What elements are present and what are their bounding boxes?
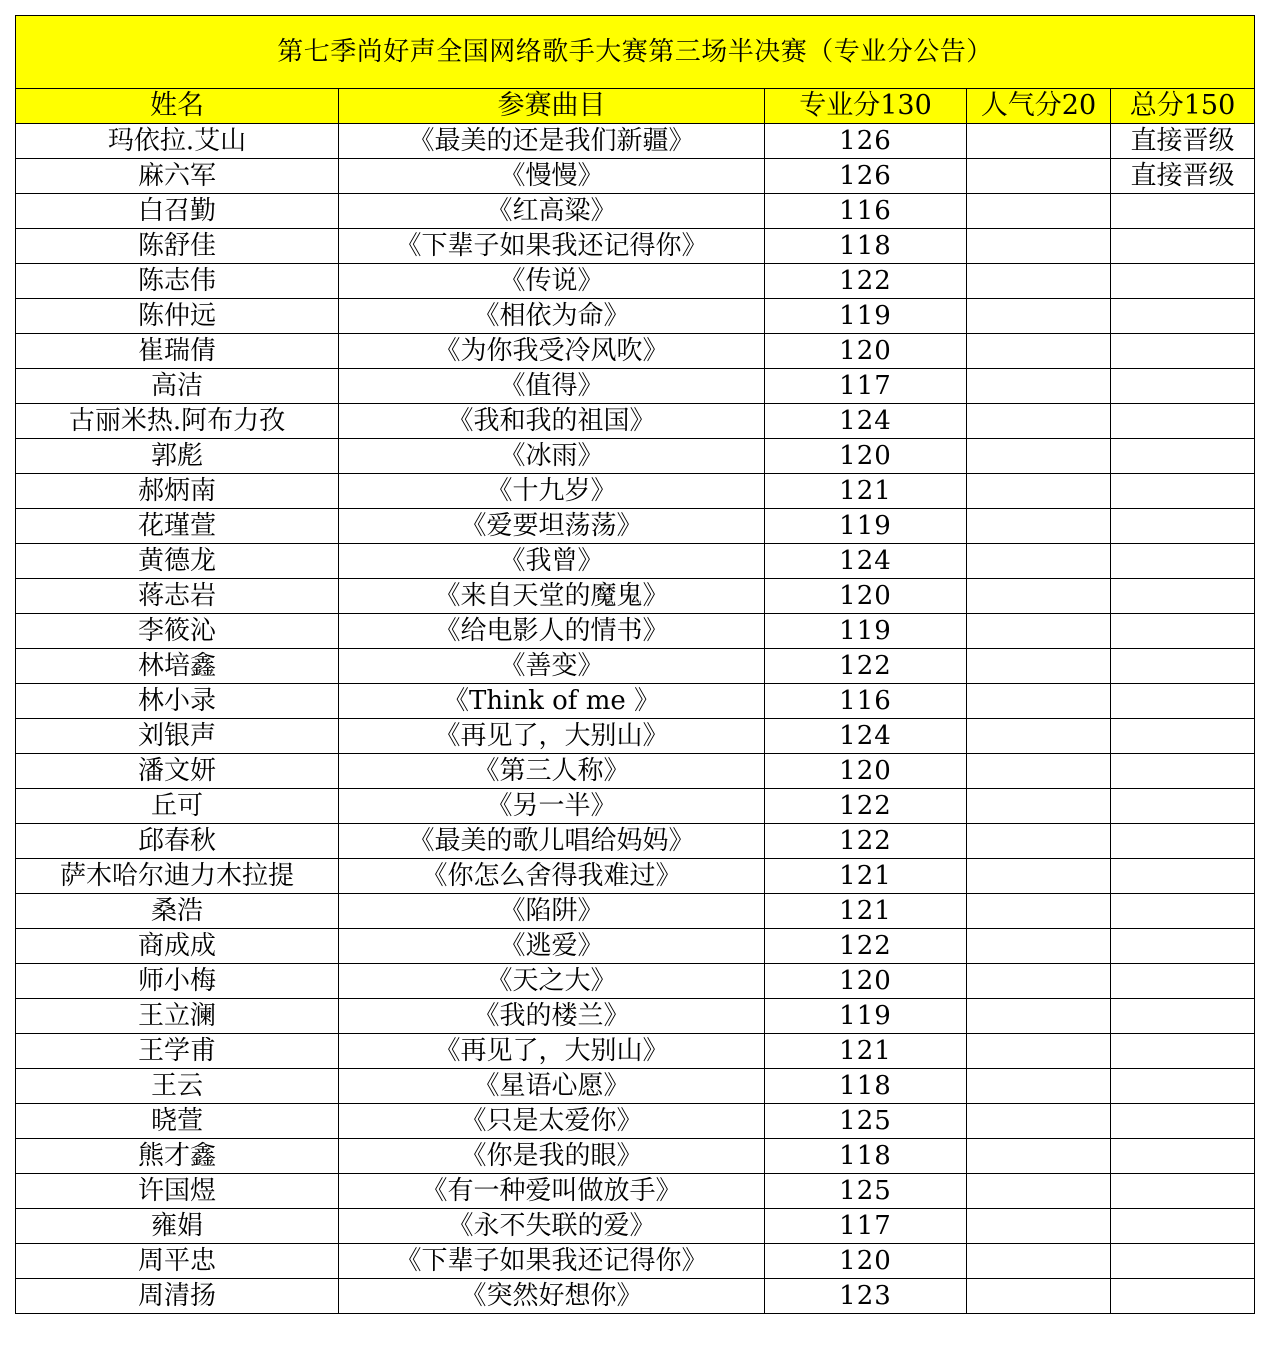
table-row xyxy=(16,719,1255,754)
cell-song[interactable]: 《爱要坦荡荡》 xyxy=(339,509,765,544)
cell-pop-score[interactable] xyxy=(967,999,1111,1034)
cell-name[interactable]: 丘可 xyxy=(16,789,339,824)
cell-total[interactable] xyxy=(1111,194,1255,229)
table-row xyxy=(16,579,1255,614)
cell-name[interactable]: 林小录 xyxy=(16,684,339,719)
header-song[interactable]: 参赛曲目 xyxy=(339,89,765,124)
cell-pro-score[interactable]: 122 xyxy=(765,824,967,859)
table-row xyxy=(16,1069,1255,1104)
table-row xyxy=(16,614,1255,649)
cell-pro-score[interactable]: 124 xyxy=(765,719,967,754)
cell-pop-score[interactable] xyxy=(967,859,1111,894)
table-row xyxy=(16,474,1255,509)
cell-pro-score[interactable]: 119 xyxy=(765,999,967,1034)
cell-pop-score[interactable] xyxy=(967,159,1111,194)
cell-total[interactable] xyxy=(1111,649,1255,684)
header-pro-score[interactable]: 专业分130 xyxy=(765,89,967,124)
cell-song[interactable]: 《给电影人的情书》 xyxy=(339,614,765,649)
cell-pro-score[interactable]: 123 xyxy=(765,1279,967,1314)
cell-pro-score[interactable]: 116 xyxy=(765,194,967,229)
cell-total[interactable]: 直接晋级 xyxy=(1111,159,1255,194)
cell-name[interactable]: 崔瑞倩 xyxy=(16,334,339,369)
cell-total[interactable] xyxy=(1111,859,1255,894)
cell-pro-score[interactable]: 116 xyxy=(765,684,967,719)
cell-pop-score[interactable] xyxy=(967,824,1111,859)
header-total-score[interactable]: 总分150 xyxy=(1111,89,1255,124)
cell-pop-score[interactable] xyxy=(967,229,1111,264)
cell-song[interactable]: 《你怎么舍得我难过》 xyxy=(339,859,765,894)
table-row xyxy=(16,1174,1255,1209)
cell-song[interactable]: 《最美的歌儿唱给妈妈》 xyxy=(339,824,765,859)
cell-song[interactable]: 《另一半》 xyxy=(339,789,765,824)
header-name[interactable]: 姓名 xyxy=(16,89,339,124)
cell-song[interactable]: 《你是我的眼》 xyxy=(339,1139,765,1174)
cell-pro-score[interactable]: 124 xyxy=(765,404,967,439)
cell-total[interactable] xyxy=(1111,474,1255,509)
cell-name[interactable]: 李筱沁 xyxy=(16,614,339,649)
cell-pro-score[interactable]: 120 xyxy=(765,964,967,999)
cell-song[interactable]: 《我曾》 xyxy=(339,544,765,579)
cell-total[interactable] xyxy=(1111,894,1255,929)
cell-song[interactable]: 《只是太爱你》 xyxy=(339,1104,765,1139)
cell-pop-score[interactable] xyxy=(967,789,1111,824)
table-row xyxy=(16,824,1255,859)
cell-song[interactable]: 《再见了，大别山》 xyxy=(339,1034,765,1069)
cell-song[interactable]: 《天之大》 xyxy=(339,964,765,999)
cell-pop-score[interactable] xyxy=(967,1104,1111,1139)
cell-pro-score[interactable]: 126 xyxy=(765,159,967,194)
cell-pro-score[interactable]: 120 xyxy=(765,1244,967,1279)
cell-total[interactable] xyxy=(1111,929,1255,964)
cell-pop-score[interactable] xyxy=(967,544,1111,579)
cell-total[interactable] xyxy=(1111,614,1255,649)
cell-song[interactable]: 《冰雨》 xyxy=(339,439,765,474)
table-row xyxy=(16,684,1255,719)
table-row xyxy=(16,1139,1255,1174)
cell-name[interactable]: 玛依拉.艾山 xyxy=(16,124,339,159)
table-row xyxy=(16,229,1255,264)
cell-pro-score[interactable]: 120 xyxy=(765,334,967,369)
cell-pop-score[interactable] xyxy=(967,124,1111,159)
cell-name[interactable]: 高洁 xyxy=(16,369,339,404)
cell-song[interactable]: 《传说》 xyxy=(339,264,765,299)
cell-total[interactable]: 直接晋级 xyxy=(1111,124,1255,159)
cell-pop-score[interactable] xyxy=(967,264,1111,299)
cell-name[interactable]: 陈仲远 xyxy=(16,299,339,334)
cell-pro-score[interactable]: 121 xyxy=(765,859,967,894)
table-row xyxy=(16,509,1255,544)
cell-name[interactable]: 王云 xyxy=(16,1069,339,1104)
cell-pro-score[interactable]: 122 xyxy=(765,929,967,964)
cell-song[interactable]: 《Think of me 》 xyxy=(339,684,765,719)
table-row xyxy=(16,299,1255,334)
header-pop-score[interactable]: 人气分20 xyxy=(967,89,1111,124)
table-row xyxy=(16,544,1255,579)
table-row xyxy=(16,1034,1255,1069)
cell-song[interactable]: 《我的楼兰》 xyxy=(339,999,765,1034)
cell-pop-score[interactable] xyxy=(967,754,1111,789)
cell-total[interactable] xyxy=(1111,369,1255,404)
cell-song[interactable]: 《慢慢》 xyxy=(339,159,765,194)
cell-name[interactable]: 白召勤 xyxy=(16,194,339,229)
cell-pop-score[interactable] xyxy=(967,1279,1111,1314)
cell-total[interactable] xyxy=(1111,579,1255,614)
cell-song[interactable]: 《第三人称》 xyxy=(339,754,765,789)
cell-song[interactable]: 《相依为命》 xyxy=(339,299,765,334)
cell-pop-score[interactable] xyxy=(967,1034,1111,1069)
table-row xyxy=(16,1279,1255,1314)
cell-name[interactable]: 黄德龙 xyxy=(16,544,339,579)
cell-total[interactable] xyxy=(1111,334,1255,369)
cell-song[interactable]: 《来自天堂的魔鬼》 xyxy=(339,579,765,614)
cell-name[interactable]: 麻六军 xyxy=(16,159,339,194)
cell-total[interactable] xyxy=(1111,264,1255,299)
cell-pop-score[interactable] xyxy=(967,684,1111,719)
table-row xyxy=(16,894,1255,929)
cell-total[interactable] xyxy=(1111,824,1255,859)
table-row xyxy=(16,334,1255,369)
table-row xyxy=(16,649,1255,684)
table-row xyxy=(16,1209,1255,1244)
cell-song[interactable]: 《下辈子如果我还记得你》 xyxy=(339,1244,765,1279)
cell-name[interactable]: 郝炳南 xyxy=(16,474,339,509)
cell-total[interactable] xyxy=(1111,229,1255,264)
cell-song[interactable]: 《为你我受冷风吹》 xyxy=(339,334,765,369)
title-row xyxy=(16,16,1255,89)
cell-name[interactable]: 雍娟 xyxy=(16,1209,339,1244)
cell-song[interactable]: 《逃爱》 xyxy=(339,929,765,964)
cell-total[interactable] xyxy=(1111,999,1255,1034)
cell-pro-score[interactable]: 126 xyxy=(765,124,967,159)
cell-pop-score[interactable] xyxy=(967,334,1111,369)
cell-pop-score[interactable] xyxy=(967,1174,1111,1209)
cell-total[interactable] xyxy=(1111,789,1255,824)
cell-pop-score[interactable] xyxy=(967,299,1111,334)
cell-name[interactable]: 晓萱 xyxy=(16,1104,339,1139)
cell-pro-score[interactable]: 122 xyxy=(765,264,967,299)
cell-pro-score[interactable]: 118 xyxy=(765,1069,967,1104)
table-row xyxy=(16,159,1255,194)
cell-pro-score[interactable]: 118 xyxy=(765,229,967,264)
cell-name[interactable]: 师小梅 xyxy=(16,964,339,999)
cell-pop-score[interactable] xyxy=(967,404,1111,439)
cell-song[interactable]: 《下辈子如果我还记得你》 xyxy=(339,229,765,264)
table-row xyxy=(16,859,1255,894)
cell-name[interactable]: 许国煜 xyxy=(16,1174,339,1209)
cell-total[interactable] xyxy=(1111,439,1255,474)
cell-name[interactable]: 陈舒佳 xyxy=(16,229,339,264)
cell-pop-score[interactable] xyxy=(967,1139,1111,1174)
cell-pro-score[interactable]: 124 xyxy=(765,544,967,579)
table-row xyxy=(16,754,1255,789)
cell-pop-score[interactable] xyxy=(967,509,1111,544)
cell-total[interactable] xyxy=(1111,1279,1255,1314)
cell-pop-score[interactable] xyxy=(967,894,1111,929)
cell-name[interactable]: 周平忠 xyxy=(16,1244,339,1279)
cell-total[interactable] xyxy=(1111,964,1255,999)
table-row xyxy=(16,999,1255,1034)
cell-pop-score[interactable] xyxy=(967,964,1111,999)
cell-name[interactable]: 邱春秋 xyxy=(16,824,339,859)
table-row xyxy=(16,1104,1255,1139)
cell-pop-score[interactable] xyxy=(967,194,1111,229)
cell-pop-score[interactable] xyxy=(967,439,1111,474)
cell-name[interactable]: 陈志伟 xyxy=(16,264,339,299)
cell-pro-score[interactable]: 122 xyxy=(765,789,967,824)
cell-song[interactable]: 《有一种爱叫做放手》 xyxy=(339,1174,765,1209)
table-row xyxy=(16,404,1255,439)
cell-pop-score[interactable] xyxy=(967,369,1111,404)
cell-name[interactable]: 郭彪 xyxy=(16,439,339,474)
table-row xyxy=(16,264,1255,299)
cell-total[interactable] xyxy=(1111,544,1255,579)
cell-total[interactable] xyxy=(1111,404,1255,439)
cell-total[interactable] xyxy=(1111,509,1255,544)
cell-total[interactable] xyxy=(1111,1104,1255,1139)
cell-total[interactable] xyxy=(1111,1209,1255,1244)
cell-song[interactable]: 《突然好想你》 xyxy=(339,1279,765,1314)
cell-pro-score[interactable]: 119 xyxy=(765,509,967,544)
cell-pro-score[interactable]: 122 xyxy=(765,649,967,684)
cell-pop-score[interactable] xyxy=(967,649,1111,684)
cell-pro-score[interactable]: 120 xyxy=(765,439,967,474)
table-row xyxy=(16,439,1255,474)
cell-pop-score[interactable] xyxy=(967,1244,1111,1279)
header-row xyxy=(16,89,1255,124)
cell-total[interactable] xyxy=(1111,719,1255,754)
cell-name[interactable]: 商成成 xyxy=(16,929,339,964)
cell-pro-score[interactable]: 117 xyxy=(765,369,967,404)
cell-song[interactable]: 《值得》 xyxy=(339,369,765,404)
cell-name[interactable]: 蒋志岩 xyxy=(16,579,339,614)
table-row xyxy=(16,929,1255,964)
table-row xyxy=(16,194,1255,229)
cell-song[interactable]: 《我和我的祖国》 xyxy=(339,404,765,439)
table-row xyxy=(16,369,1255,404)
cell-name[interactable]: 王立澜 xyxy=(16,999,339,1034)
cell-pop-score[interactable] xyxy=(967,474,1111,509)
cell-total[interactable] xyxy=(1111,684,1255,719)
cell-total[interactable] xyxy=(1111,1069,1255,1104)
cell-song[interactable]: 《最美的还是我们新疆》 xyxy=(339,124,765,159)
cell-pro-score[interactable]: 125 xyxy=(765,1174,967,1209)
page-title: 第七季尚好声全国网络歌手大赛第三场半决赛（专业分公告） xyxy=(16,16,1255,89)
score-table xyxy=(15,15,1255,1314)
cell-pop-score[interactable] xyxy=(967,579,1111,614)
cell-name[interactable]: 古丽米热.阿布力孜 xyxy=(16,404,339,439)
cell-name[interactable]: 熊才鑫 xyxy=(16,1139,339,1174)
cell-song[interactable]: 《善变》 xyxy=(339,649,765,684)
cell-name[interactable]: 桑浩 xyxy=(16,894,339,929)
cell-song[interactable]: 《陷阱》 xyxy=(339,894,765,929)
cell-name[interactable]: 林培鑫 xyxy=(16,649,339,684)
cell-pro-score[interactable]: 121 xyxy=(765,474,967,509)
cell-pro-score[interactable]: 121 xyxy=(765,1034,967,1069)
cell-pro-score[interactable]: 120 xyxy=(765,754,967,789)
cell-total[interactable] xyxy=(1111,299,1255,334)
cell-pop-score[interactable] xyxy=(967,1209,1111,1244)
table-row xyxy=(16,789,1255,824)
cell-total[interactable] xyxy=(1111,1244,1255,1279)
cell-name[interactable]: 萨木哈尔迪力木拉提 xyxy=(16,859,339,894)
table-row xyxy=(16,124,1255,159)
cell-pop-score[interactable] xyxy=(967,614,1111,649)
cell-pop-score[interactable] xyxy=(967,929,1111,964)
cell-pro-score[interactable]: 119 xyxy=(765,614,967,649)
cell-total[interactable] xyxy=(1111,1034,1255,1069)
cell-name[interactable]: 王学甫 xyxy=(16,1034,339,1069)
cell-song[interactable]: 《红高粱》 xyxy=(339,194,765,229)
cell-song[interactable]: 《再见了，大别山》 xyxy=(339,719,765,754)
table-row xyxy=(16,964,1255,999)
cell-pro-score[interactable]: 121 xyxy=(765,894,967,929)
cell-song[interactable]: 《十九岁》 xyxy=(339,474,765,509)
cell-name[interactable]: 潘文妍 xyxy=(16,754,339,789)
cell-pro-score[interactable]: 120 xyxy=(765,579,967,614)
cell-pro-score[interactable]: 117 xyxy=(765,1209,967,1244)
cell-name[interactable]: 花瑾萱 xyxy=(16,509,339,544)
cell-total[interactable] xyxy=(1111,1139,1255,1174)
cell-pop-score[interactable] xyxy=(967,719,1111,754)
cell-pro-score[interactable]: 118 xyxy=(765,1139,967,1174)
cell-total[interactable] xyxy=(1111,754,1255,789)
cell-pro-score[interactable]: 125 xyxy=(765,1104,967,1139)
cell-pro-score[interactable]: 119 xyxy=(765,299,967,334)
cell-pop-score[interactable] xyxy=(967,1069,1111,1104)
cell-name[interactable]: 周清扬 xyxy=(16,1279,339,1314)
cell-song[interactable]: 《星语心愿》 xyxy=(339,1069,765,1104)
cell-name[interactable]: 刘银声 xyxy=(16,719,339,754)
cell-song[interactable]: 《永不失联的爱》 xyxy=(339,1209,765,1244)
cell-total[interactable] xyxy=(1111,1174,1255,1209)
table-row xyxy=(16,1244,1255,1279)
